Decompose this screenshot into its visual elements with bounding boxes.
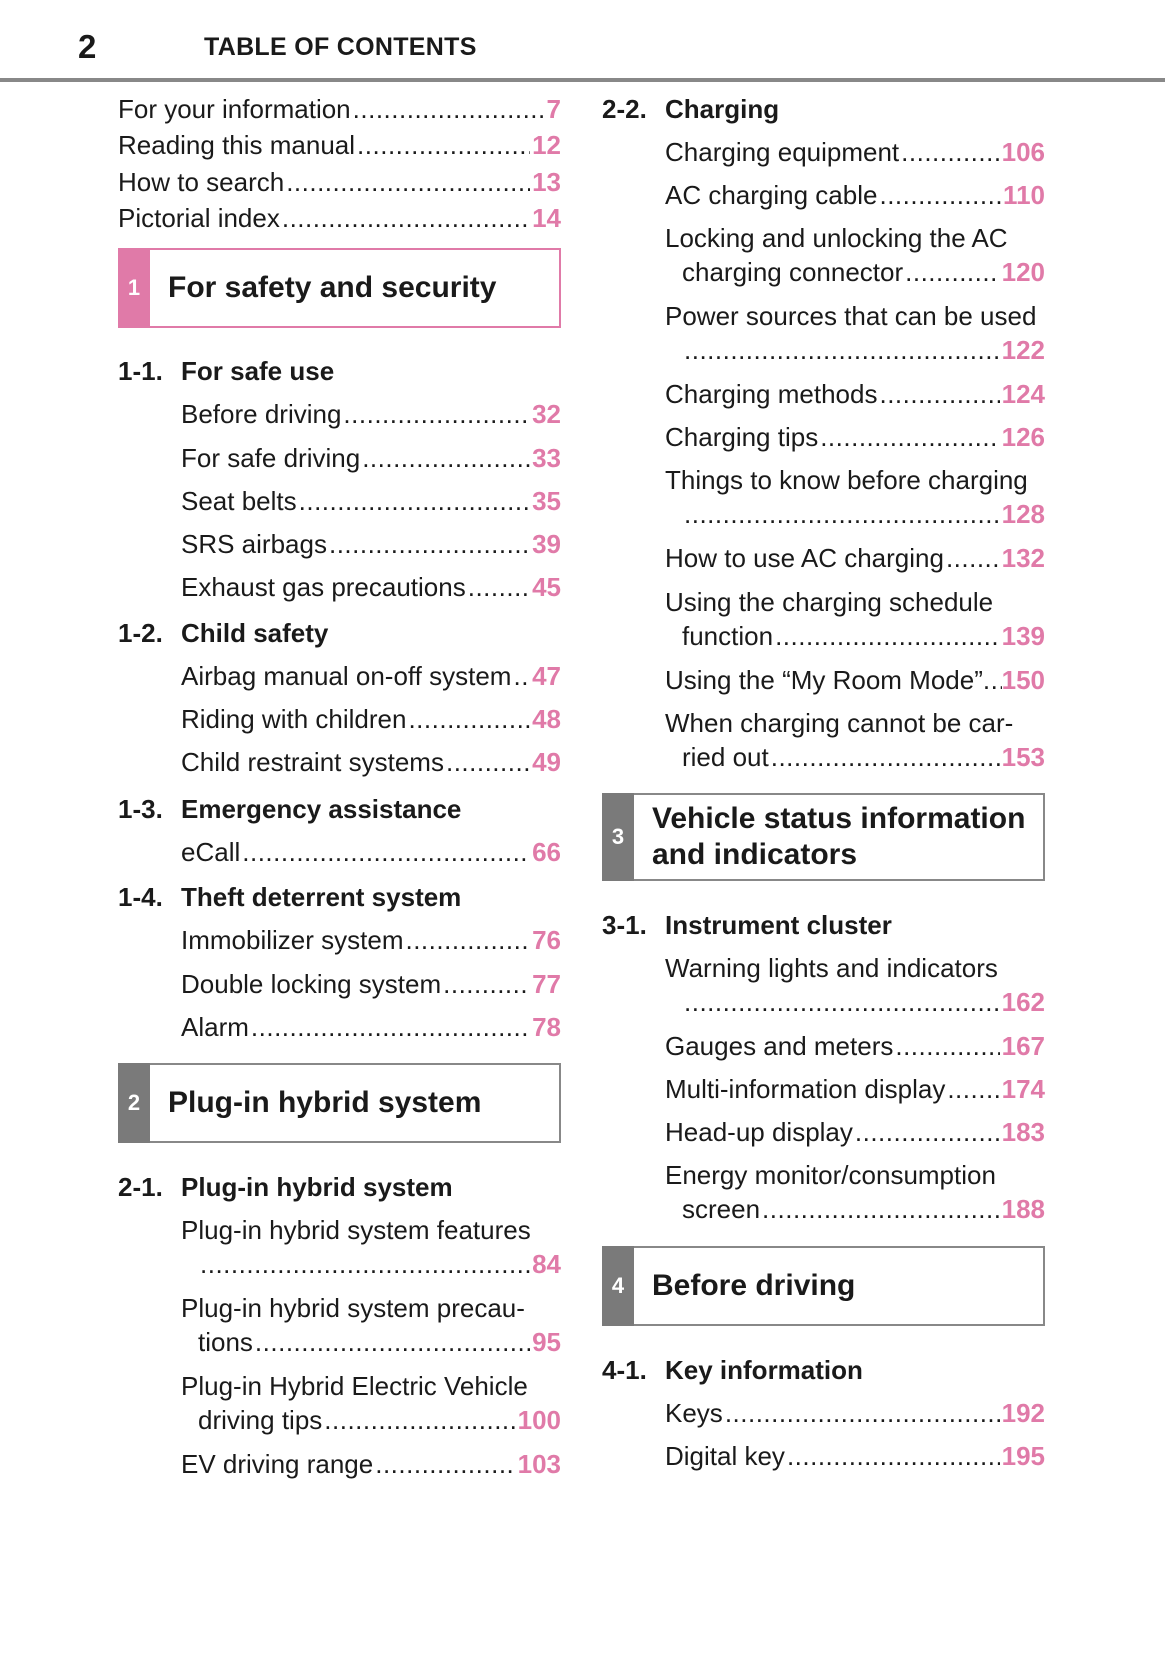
chapter-tab: 1	[118, 248, 150, 328]
chapter-box[interactable]	[602, 793, 1045, 881]
toc-entry[interactable]: Immobilizer system ..... 76	[181, 923, 561, 957]
chapter-box[interactable]	[602, 1246, 1045, 1326]
page-ref: 49	[532, 747, 561, 777]
page-ref: 195	[1001, 1441, 1045, 1471]
section-heading[interactable]: 3-1. Instrument cluster	[602, 910, 892, 940]
page-ref: 126	[1001, 422, 1045, 452]
page-ref: 192	[1001, 1398, 1045, 1428]
chapter-title: Plug-in hybrid system	[168, 1086, 482, 1119]
toc-entry[interactable]: SRS airbags ..... 39	[181, 527, 561, 561]
page-ref: 48	[532, 704, 561, 734]
page-ref: 128	[1001, 499, 1045, 529]
section-heading[interactable]: 4-1. Key information	[602, 1355, 863, 1385]
toc-entry[interactable]: Charging methods ..... 124	[665, 377, 1045, 411]
toc-entry[interactable]: Using the charging schedule function ..... 139	[665, 585, 1045, 653]
chapter-box[interactable]	[118, 1063, 561, 1143]
toc-entry[interactable]: Digital key ..... 195	[665, 1439, 1045, 1473]
toc-entry[interactable]: Child restraint systems ..... 49	[181, 745, 561, 779]
page-ref: 47	[532, 661, 561, 691]
chapter-tab: 3	[602, 793, 634, 881]
toc-entry[interactable]: Double locking system ..... 77	[181, 967, 561, 1001]
page-ref: 124	[1001, 379, 1045, 409]
toc-entry[interactable]: When charging cannot be car- ried out ..... 153	[665, 706, 1045, 774]
chapter-title: Vehicle status information and indicators	[652, 802, 1026, 871]
chapter-tab: 2	[118, 1063, 150, 1143]
page-ref: 95	[532, 1327, 561, 1357]
section-heading[interactable]: 1-3. Emergency assistance	[118, 794, 462, 824]
page-ref: 162	[1001, 987, 1045, 1017]
page-ref: 132	[1001, 543, 1045, 573]
toc-entry[interactable]: Plug-in Hybrid Electric Vehicle driving tips ..... 100	[181, 1369, 561, 1437]
chapter-box[interactable]	[118, 248, 561, 328]
page-ref: 183	[1001, 1117, 1045, 1147]
toc-entry[interactable]: AC charging cable ..... 110	[665, 178, 1045, 212]
page-ref: 77	[532, 969, 561, 999]
page-ref: 120	[1001, 257, 1045, 287]
toc-entry[interactable]: Airbag manual on-off system ..... 47	[181, 659, 561, 693]
toc-entry[interactable]: Before driving ..... 32	[181, 397, 561, 431]
toc-entry[interactable]: Power sources that can be used ..... 122	[665, 299, 1045, 367]
page-ref: 35	[532, 486, 561, 516]
page-ref: 110	[1003, 180, 1045, 210]
toc-entry[interactable]: For safe driving ..... 33	[181, 441, 561, 475]
page-ref: 78	[532, 1012, 561, 1042]
toc-entry[interactable]: Gauges and meters ..... 167	[665, 1029, 1045, 1063]
page-ref: 84	[532, 1249, 561, 1279]
page-ref: 66	[532, 837, 561, 867]
toc-entry[interactable]: Using the “My Room Mode” ..... 150	[665, 663, 1045, 697]
page-ref: 39	[532, 529, 561, 559]
section-heading[interactable]: 1-1. For safe use	[118, 356, 335, 386]
chapter-tab: 4	[602, 1246, 634, 1326]
toc-entry[interactable]: Alarm ..... 78	[181, 1010, 561, 1044]
page-ref: 106	[1001, 137, 1045, 167]
chapter-title: For safety and security	[168, 271, 497, 304]
toc-entry[interactable]: Warning lights and indicators ..... 162	[665, 951, 1045, 1019]
toc-entry[interactable]: Charging equipment ..... 106	[665, 135, 1045, 169]
page-ref: 150	[1001, 665, 1045, 695]
toc-entry[interactable]: Things to know before charging ..... 128	[665, 463, 1045, 531]
page-ref: 153	[1001, 742, 1045, 772]
toc-entry[interactable]: Reading this manual ..... 12	[118, 128, 561, 162]
toc-entry[interactable]: Keys ..... 192	[665, 1396, 1045, 1430]
page-ref: 76	[532, 925, 561, 955]
toc-entry[interactable]: How to use AC charging ..... 132	[665, 541, 1045, 575]
toc-entry[interactable]: Plug-in hybrid system precau- tions ..... 95	[181, 1291, 561, 1359]
toc-entry[interactable]: Riding with children ..... 48	[181, 702, 561, 736]
page-ref: 33	[532, 443, 561, 473]
toc-entry[interactable]: For your information ..... 7	[118, 92, 561, 126]
toc-entry[interactable]: Pictorial index ..... 14	[118, 201, 561, 235]
toc-entry[interactable]: Plug-in hybrid system features ..... 84	[181, 1213, 561, 1281]
page-ref: 122	[1001, 335, 1045, 365]
page-number: 2	[78, 28, 97, 65]
section-heading[interactable]: 2-1. Plug-in hybrid system	[118, 1172, 453, 1202]
page-ref: 45	[532, 572, 561, 602]
toc-entry[interactable]: Locking and unlocking the AC charging connector ..... 120	[665, 221, 1045, 289]
page-ref: 139	[1001, 621, 1045, 651]
page-ref: 103	[517, 1449, 561, 1479]
toc-entry[interactable]: Seat belts ..... 35	[181, 484, 561, 518]
toc-entry[interactable]: How to search ..... 13	[118, 165, 561, 199]
toc-entry[interactable]: eCall ..... 66	[181, 835, 561, 869]
page-ref: 32	[532, 399, 561, 429]
page-ref: 12	[532, 130, 561, 160]
toc-entry[interactable]: Energy monitor/consumption screen ..... 188	[665, 1158, 1045, 1226]
toc-entry[interactable]: Exhaust gas precautions ..... 45	[181, 570, 561, 604]
section-heading[interactable]: 2-2. Charging	[602, 94, 780, 124]
page-ref: 7	[546, 94, 561, 124]
toc-entry[interactable]: Charging tips ..... 126	[665, 420, 1045, 454]
page-ref: 100	[517, 1405, 561, 1435]
toc-entry[interactable]: Multi-information display ..... 174	[665, 1072, 1045, 1106]
chapter-title: Before driving	[652, 1269, 856, 1302]
page-ref: 14	[532, 203, 561, 233]
toc-entry[interactable]: EV driving range ..... 103	[181, 1447, 561, 1481]
page-ref: 13	[532, 167, 561, 197]
section-heading[interactable]: 1-4. Theft deterrent system	[118, 882, 462, 912]
section-heading[interactable]: 1-2. Child safety	[118, 618, 329, 648]
page-header	[0, 0, 1165, 82]
page-ref: 167	[1001, 1031, 1045, 1061]
toc-entry[interactable]: Head-up display ..... 183	[665, 1115, 1045, 1149]
header-title: TABLE OF CONTENTS	[204, 33, 477, 61]
page-ref: 188	[1001, 1194, 1045, 1224]
page-ref: 174	[1001, 1074, 1045, 1104]
